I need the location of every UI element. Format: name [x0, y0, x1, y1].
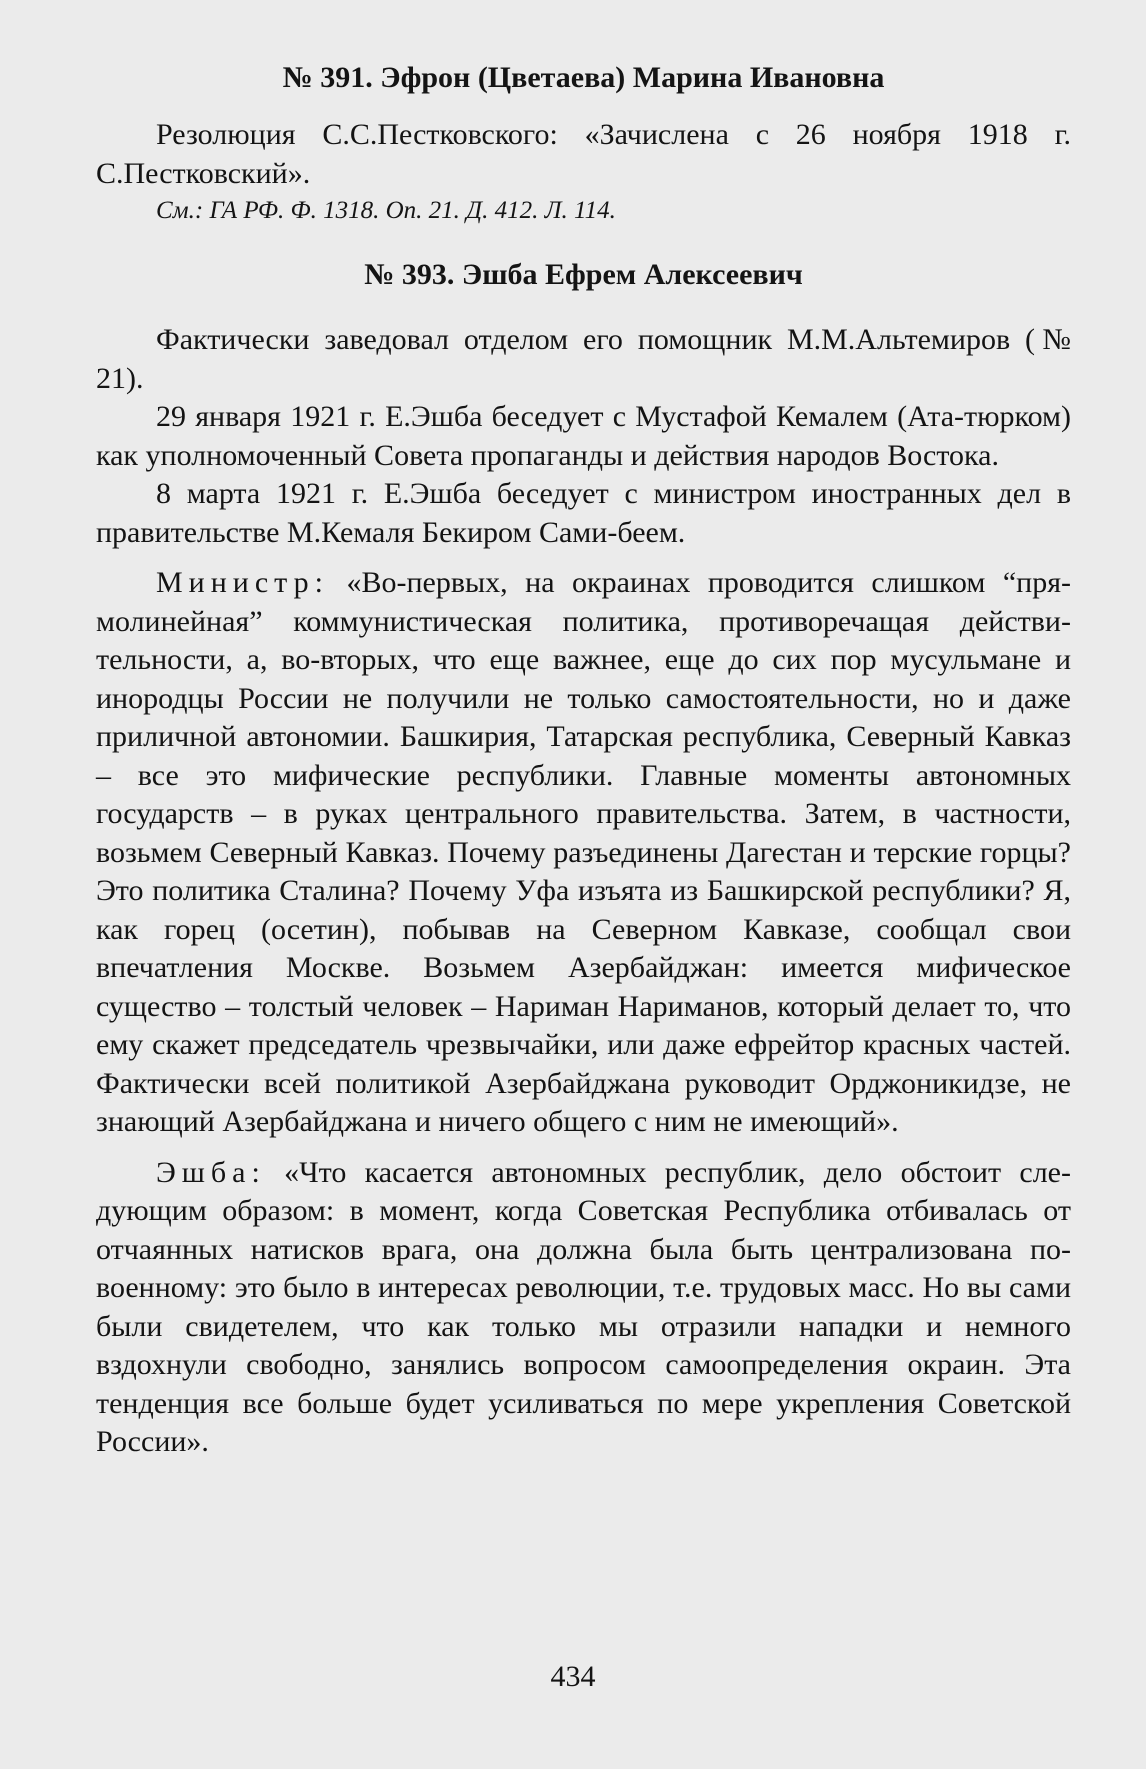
eshba-statement	[96, 1154, 1071, 1462]
entry-393-paragraph-2: 29 января 1921 г. Е.Эшба беседует с Мустафой Кемалем (Ата-тюрком) как уполномоченный Совета пропаганды и действия народов Востока.	[96, 400, 1071, 472]
entry-393-paragraph-1: Фактически заведовал отделом его помощник М.М.Альтемиров (№ 21).	[96, 323, 1071, 395]
minister-speaker-label: Министр:	[156, 566, 329, 599]
entry-391-reference: См.: ГА РФ. Ф. 1318. Оп. 21. Д. 412. Л. 114.	[156, 197, 616, 224]
minister-statement	[96, 564, 1071, 1142]
entry-391-heading: № 391. Эфрон (Цветаева) Марина Ивановна	[282, 61, 885, 94]
page-content	[96, 40, 1071, 1462]
page-number: 434	[550, 1660, 596, 1693]
entry-391-resolution: Резолюция С.С.Пестковского: «Зачислена с 26 ноября 1918 г. С.Пестковский».	[96, 118, 1071, 190]
eshba-statement-text: «Что касается автономных республик, дело обстоит следующим образом: в момент, когда Советская Республика отбивалась от отчаянных натисков врага, она должна была быть централизована по-военному: это было в интересах революции, т.е. трудовых масс. Но вы сами были свидетелем, что как только мы отразили нападки и немного вздохнули свободно, занялись вопросом самоопределения окраин. Эта тенденция все больше будет усиливаться по мере укрепления Советской России».	[96, 1155, 1072, 1458]
entry-393-paragraph-3: 8 марта 1921 г. Е.Эшба беседует с министром иностранных дел в правительстве М.Кемаля Бекиром Сами-беем.	[96, 477, 1071, 549]
entry-393-heading: № 393. Эшба Ефрем Алексеевич	[364, 258, 803, 291]
minister-statement-text: «Во-первых, на окраинах проводится слишком “прямолинейная” коммунистическая политика, противоречащая действительности, а, во-вторых, что еще важнее, еще до сих пор мусульмане и инородцы России не получили не только самостоятельности, но и даже приличной автономии. Башкирия, Татарская республика, Северный Кавказ – все это мифические республики. Главные моменты автономных государств – в руках центрального правительства. Затем, в частности, возьмем Северный Кавказ. Почему разъединены Дагестан и терские горцы? Это политика Сталина? Почему Уфа изъята из Башкирской республики? Я, как горец (осетин), побывав на Северном Кавказе, сообщал свои впечатления Москве. Возьмем Азербайджан: имеется мифическое существо – толстый человек – Нариман Нариманов, который делает то, что ему скажет председатель чрезвычайки, или даже ефрейтор красных частей. Фактически всей политикой Азербайджана руководит Орджоникидзе, не знающий Азербайджана и ничего общего с ним не имеющий».	[96, 566, 1072, 1138]
eshba-speaker-label: Эшба:	[156, 1155, 266, 1189]
